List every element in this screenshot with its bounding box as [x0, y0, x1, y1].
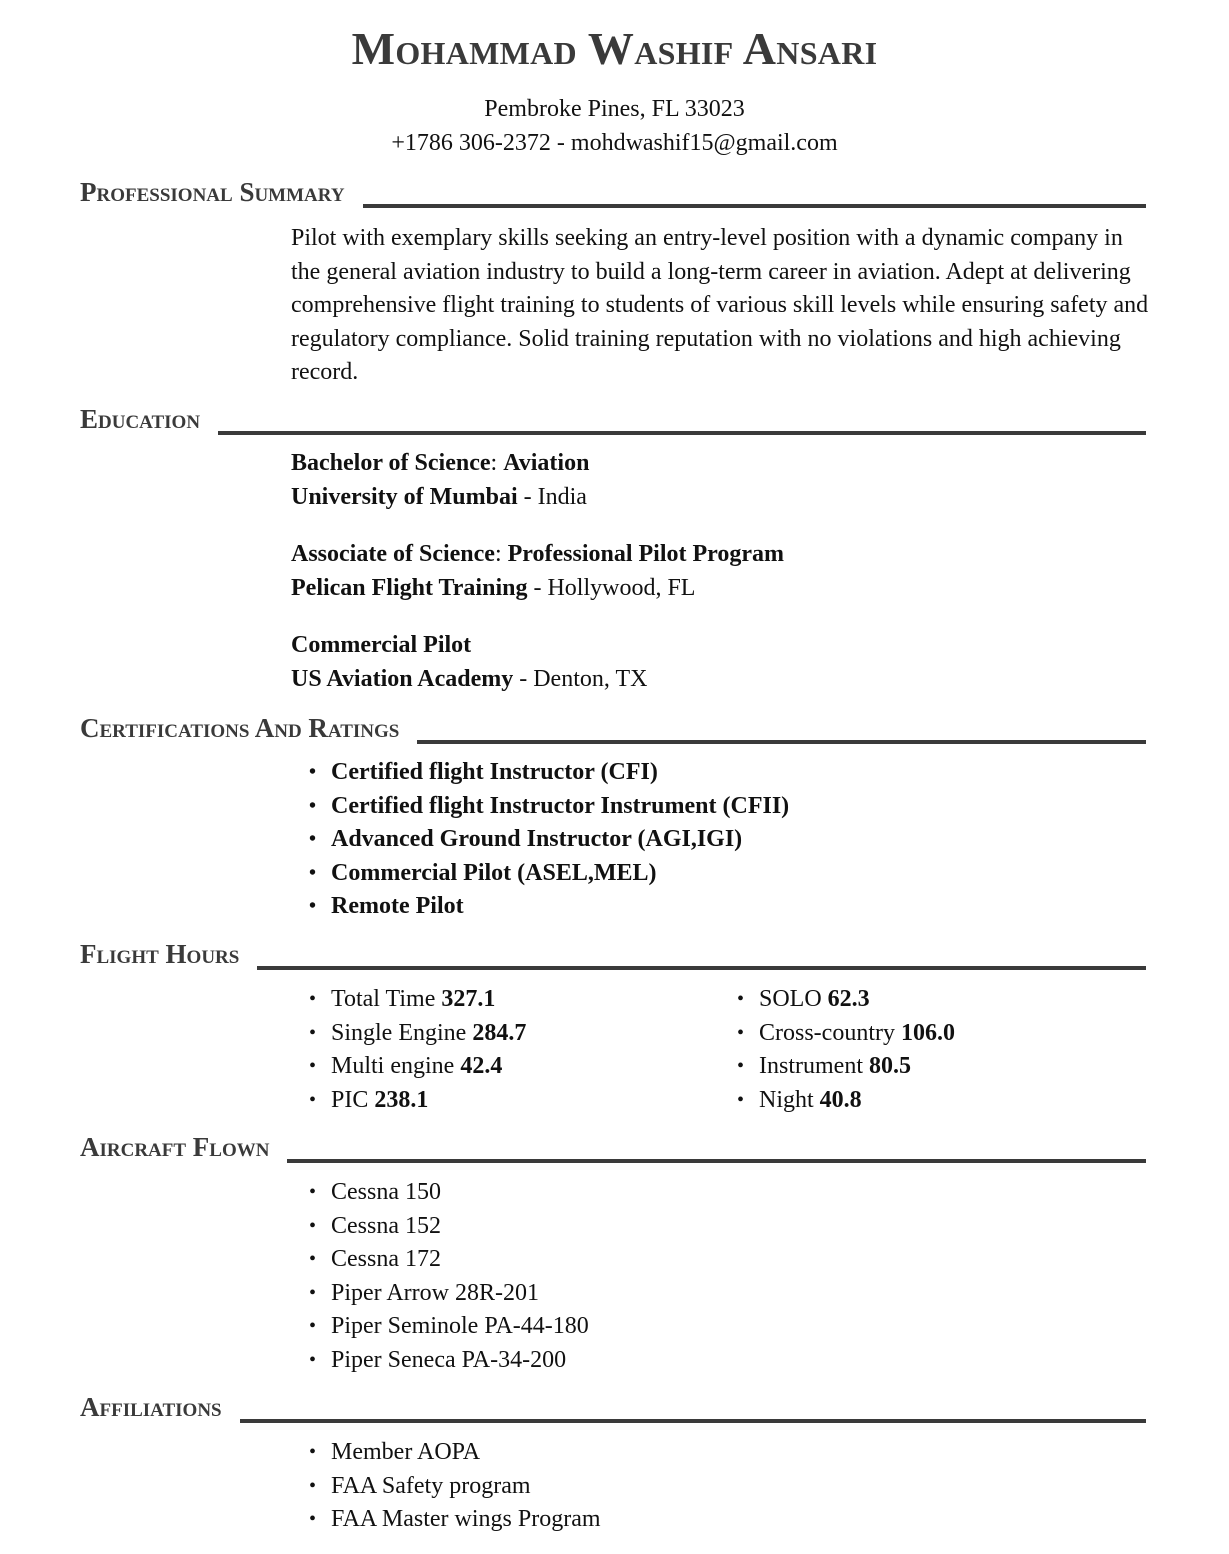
location: - Denton, TX: [513, 665, 648, 692]
hours-label: Single Engine: [331, 1019, 473, 1046]
list-item: • Certified flight Instructor (CFI): [291, 756, 1149, 790]
list-item: • Cessna 152: [291, 1210, 1149, 1244]
list-item: • Certified flight Instructor Instrument (CFII): [291, 790, 1149, 824]
hours-label: Night: [759, 1086, 820, 1113]
hours-value: 42.4: [460, 1053, 503, 1079]
hours-value: 284.7: [472, 1019, 527, 1046]
section-header-aircraft: [80, 1127, 1146, 1161]
list-item: • FAA Master wings Program: [291, 1503, 1149, 1537]
location: - India: [517, 483, 587, 510]
field: Professional Pilot Program: [507, 541, 785, 567]
list-item: [719, 1050, 955, 1084]
location: - Hollywood, FL: [527, 574, 696, 601]
school: US Aviation Academy: [291, 665, 514, 692]
section-title: Education: [80, 404, 201, 434]
education-degree-line: [291, 447, 1149, 481]
section-header-education: [80, 399, 1146, 433]
list-item: • Piper Seneca PA-34-200: [291, 1344, 1149, 1378]
list-item: • Member AOPA: [291, 1436, 1149, 1470]
list-item: [719, 983, 955, 1017]
hours-label: Multi engine: [331, 1053, 461, 1079]
hours-value: 40.8: [819, 1086, 862, 1113]
section-header-certifications: [80, 708, 1146, 742]
section-header-flight-hours: [80, 934, 1146, 968]
education-degree-line: [291, 629, 1149, 663]
degree-sep: :: [494, 541, 508, 567]
section-title: Certifications And Ratings: [80, 713, 400, 743]
hours-label: Instrument: [759, 1053, 869, 1079]
hours-value: 62.3: [827, 986, 870, 1012]
degree: Commercial Pilot: [291, 632, 472, 658]
section-title: Affiliations: [80, 1392, 222, 1422]
section-title: Professional Summary: [80, 177, 345, 207]
hours-label: SOLO: [759, 986, 828, 1012]
list-item: • Cessna 172: [291, 1243, 1149, 1277]
resume-name: Mohammad Washif Ansari: [351, 23, 878, 74]
field: Aviation: [503, 450, 590, 476]
section-rule: [417, 740, 1146, 744]
list-item: • FAA Safety program: [291, 1470, 1149, 1504]
list-item: • Commercial Pilot (ASEL,MEL): [291, 857, 1149, 891]
education-degree-line: [291, 538, 1149, 572]
aircraft-list: [291, 1176, 1149, 1377]
list-item: • Advanced Ground Instructor (AGI,IGI): [291, 823, 1149, 857]
contact-address: Pembroke Pines, FL 33023: [484, 96, 745, 122]
degree: Associate of Science: [291, 541, 495, 567]
section-header-summary: [80, 172, 1146, 206]
section-header-affiliations: [80, 1387, 1146, 1421]
summary-text: Pilot with exemplary skills seeking an entry-level position with a dynamic company in the general aviation industry to build a long-term career in aviation. Adept at delivering comprehensive flight training to students of various skill levels while ensuring safety and regulatory compliance. Solid training reputation with no violations and high achieving record.: [291, 225, 1149, 385]
education-school-line: [291, 663, 1149, 697]
school: University of Mumbai: [291, 483, 518, 510]
hours-label: PIC: [331, 1086, 375, 1113]
list-item: [719, 1084, 955, 1118]
section-rule: [257, 966, 1146, 970]
education-entry: [291, 538, 1149, 605]
section-rule: [218, 431, 1146, 435]
education-school-line: [291, 481, 1149, 515]
degree-sep: :: [490, 450, 504, 476]
education-list: [291, 447, 1149, 696]
education-school-line: [291, 572, 1149, 606]
section-title: Flight Hours: [80, 939, 240, 969]
hours-label: Cross-country: [759, 1019, 901, 1046]
hours-value: 106.0: [900, 1019, 955, 1046]
list-item: • Remote Pilot: [291, 890, 1149, 924]
education-entry: [291, 447, 1149, 514]
list-item: • Cessna 150: [291, 1176, 1149, 1210]
school: Pelican Flight Training: [291, 574, 528, 601]
section-rule: [287, 1159, 1146, 1163]
list-item: • Piper Seminole PA-44-180: [291, 1310, 1149, 1344]
degree: Bachelor of Science: [291, 450, 491, 476]
contact-phone-email: +1786 306-2372 - mohdwashif15@gmail.com: [391, 130, 838, 156]
education-entry: [291, 629, 1149, 696]
section-rule: [240, 1419, 1146, 1423]
hours-value: 238.1: [374, 1086, 429, 1113]
hours-label: Total Time: [331, 986, 442, 1012]
list-item: • Piper Arrow 28R-201: [291, 1277, 1149, 1311]
affiliations-list: [291, 1436, 1149, 1537]
section-title: Aircraft Flown: [80, 1132, 270, 1162]
certifications-list: [291, 756, 1149, 924]
list-item: [719, 1017, 955, 1051]
hours-value: 327.1: [441, 986, 496, 1012]
flight-hours-list: [291, 983, 1149, 1117]
section-rule: [363, 204, 1146, 208]
hours-value: 80.5: [868, 1053, 911, 1079]
